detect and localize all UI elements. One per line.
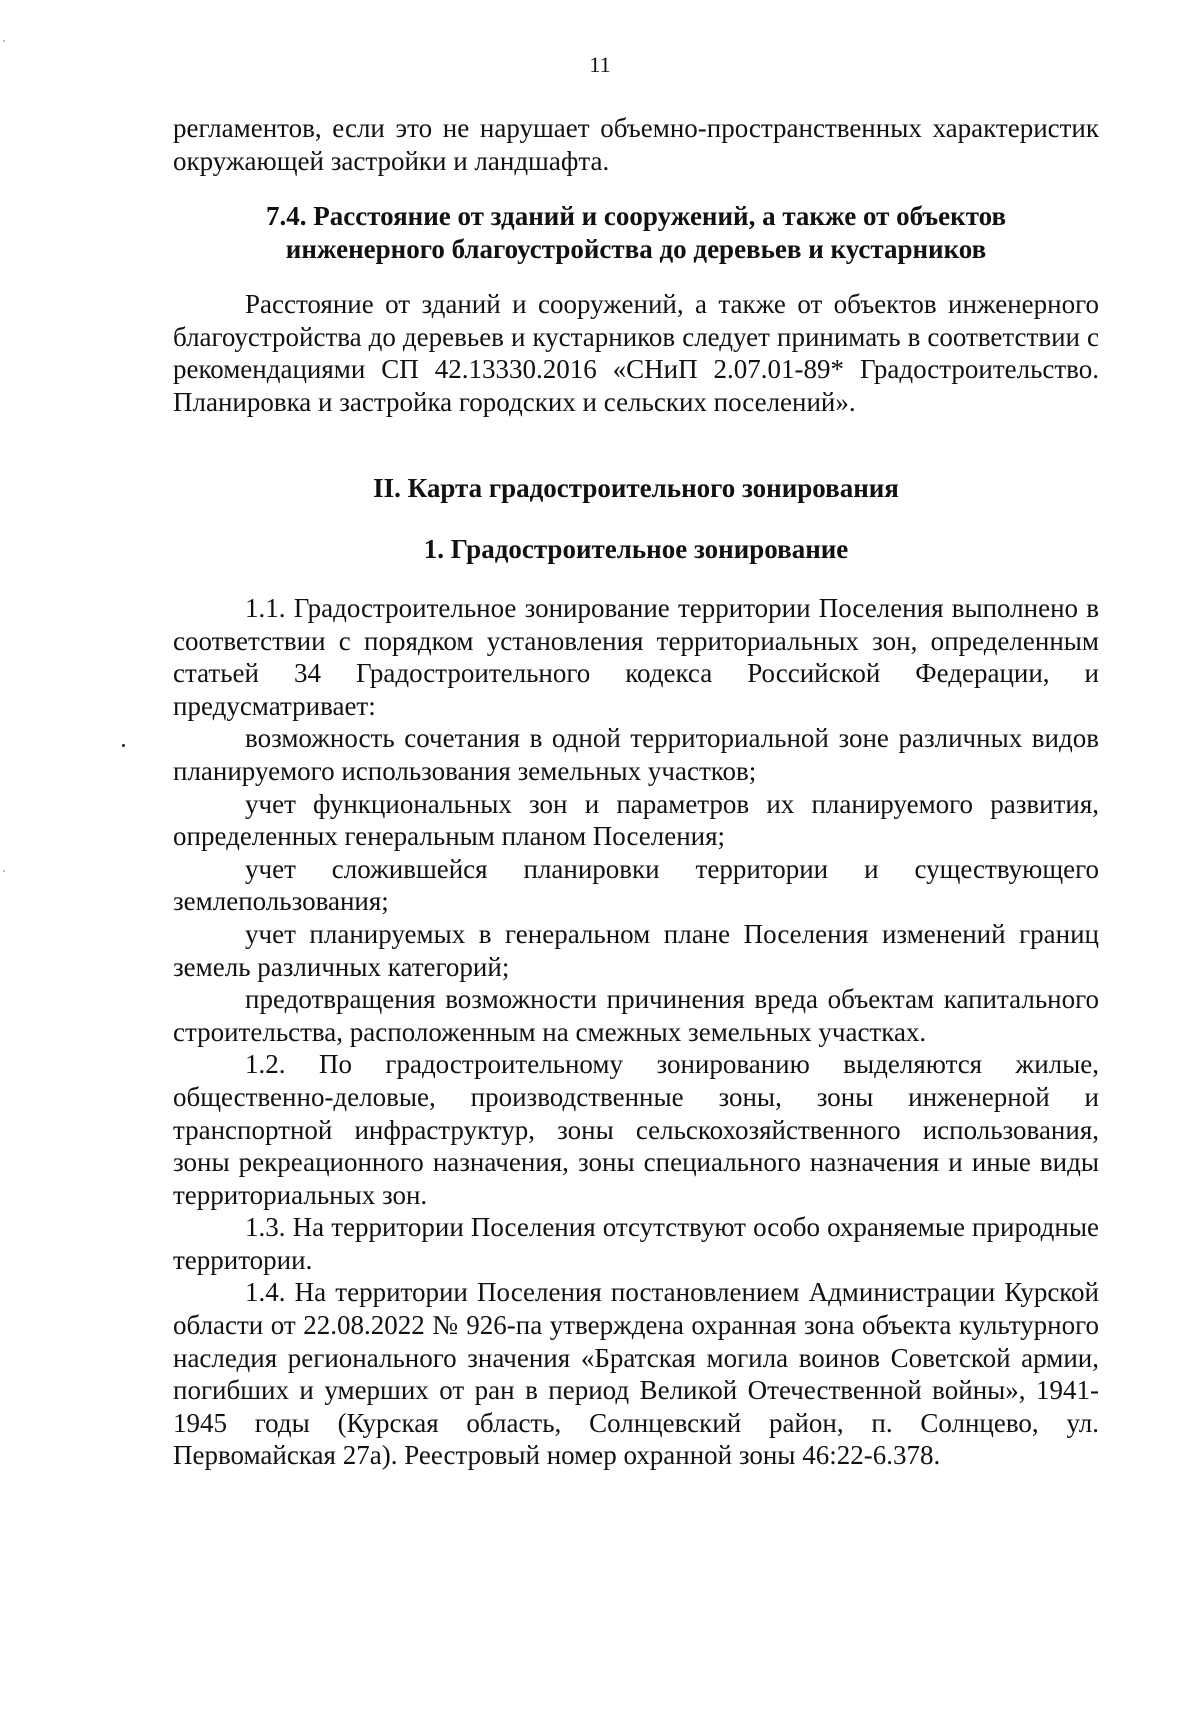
- clause-1-1: 1.1. Градостроительное зонирование территории Поселения выполнено в соответствии с порядком установления территориальных зон, определенным статьей 34 Градостроительного кодекса Российской Федерации, и предусматривает:: [173, 593, 1099, 721]
- section-heading-line: инженерного благоустройства до деревьев и кустарников: [285, 233, 987, 264]
- list-item: предотвращения возможности причинения вреда объектам капитального строительства, расположенным на смежных земельных участках.: [173, 984, 1099, 1047]
- part-2-heading: [173, 472, 1099, 505]
- section-1-body: [173, 592, 1099, 1472]
- scan-artifact: [3, 870, 5, 872]
- section-7-4-heading: [173, 200, 1099, 265]
- list-item: учет сложившейся планировки территории и существующего землепользования;: [173, 853, 1099, 917]
- scan-artifact: [3, 40, 5, 42]
- list-item: учет функциональных зон и параметров их планируемого развития, определенных генеральным планом Поселения;: [173, 788, 1099, 852]
- section-7-4-body: [173, 288, 1099, 418]
- list-item: учет планируемых в генеральном плане Поселения изменений границ земель различных категорий;: [173, 918, 1099, 982]
- clause-1-4: 1.4. На территории Поселения постановлением Администрации Курской области от 22.08.2022 № 926-па утверждена охранная зона объекта культурного наследия регионального значения «Братская могила воинов Советской армии, погибших и умерших от ран в период Великой Отечественной войны», 1941-1945 годы (Курская область, Солнцевский район, п. Солнцево, ул. Первомайская 27а). Реестровый номер охранной зоны 46:22-6.378.: [173, 1277, 1099, 1471]
- continuation-block: [173, 112, 1099, 177]
- clause-1-3: 1.3. На территории Поселения отсутствуют особо охраняемые природные территории.: [173, 1212, 1099, 1275]
- section-1-heading: [173, 533, 1099, 566]
- list-item: возможность сочетания в одной территориальной зоне различных видов планируемого использования земельных участков;: [173, 723, 1099, 786]
- body-paragraph: Расстояние от зданий и сооружений, а также от объектов инженерного благоустройства до деревьев и кустарников следует принимать в соответствии с рекомендациями СП 42.13330.2016 «СНиП 2.07.01-89* Градостроительство. Планировка и застройка городских и сельских поселений».: [173, 289, 1099, 417]
- section-heading: 1. Градостроительное зонирование: [423, 534, 849, 564]
- scan-artifact: [122, 744, 125, 747]
- continuation-paragraph: регламентов, если это не нарушает объемно-пространственных характеристик окружающей застройки и ландшафта.: [173, 113, 1099, 176]
- clause-1-2: 1.2. По градостроительному зонированию выделяются жилые, общественно-деловые, производственные зоны, зоны инженерной и транспортной инфраструктур, зоны сельскохозяйственного использования, зоны рекреационного назначения, зоны специального назначения и иные виды территориальных зон.: [173, 1049, 1099, 1210]
- part-heading: II. Карта градостроительного зонирования: [373, 473, 899, 503]
- page-number: 11: [589, 52, 611, 77]
- section-heading-line: 7.4. Расстояние от зданий и сооружений, а также от объектов: [265, 201, 1007, 231]
